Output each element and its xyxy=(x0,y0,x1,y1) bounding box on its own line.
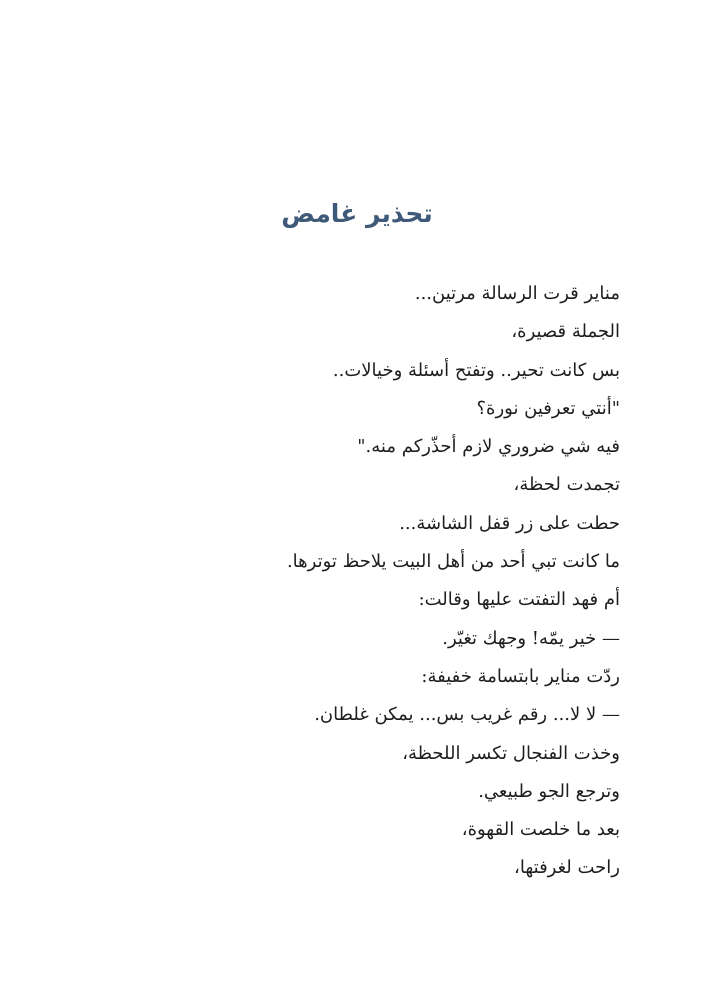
text-line: مناير قرت الرسالة مرتين... xyxy=(414,283,620,304)
text-line: حطت على زر قفل الشاشة... xyxy=(399,512,620,534)
story-body xyxy=(260,275,620,888)
text-line: تجمدت لحظة، xyxy=(513,474,620,496)
text-line: راحت لغرفتها، xyxy=(514,857,620,879)
text-line: بس كانت تحير.. وتفتح أسئلة وخيالات.. xyxy=(332,359,620,381)
text-line: ما كانت تبي أحد من أهل البيت يلاحظ توترها. xyxy=(286,551,620,573)
text-line: — خير يمّه! وجهك تغيّر. xyxy=(442,627,620,649)
text-line: أم فهد التفتت عليها وقالت: xyxy=(418,589,620,611)
text-line: — لا لا... رقم غريب بس... يمكن غلطان. xyxy=(314,704,620,726)
text-line: وترجع الجو طبيعي. xyxy=(478,780,620,802)
text-line: فيه شي ضروري لازم أحذّركم منه." xyxy=(357,436,620,458)
chapter-title: تحذير غامض xyxy=(281,199,433,228)
text-line: بعد ما خلصت القهوة، xyxy=(461,819,620,841)
text-line: ردّت مناير بابتسامة خفيفة: xyxy=(421,665,620,687)
text-line: "أنتي تعرفين نورة؟ xyxy=(476,397,620,419)
text-line: الجملة قصيرة، xyxy=(511,321,620,343)
text-line: وخذت الفنجال تكسر اللحظة، xyxy=(402,742,620,764)
